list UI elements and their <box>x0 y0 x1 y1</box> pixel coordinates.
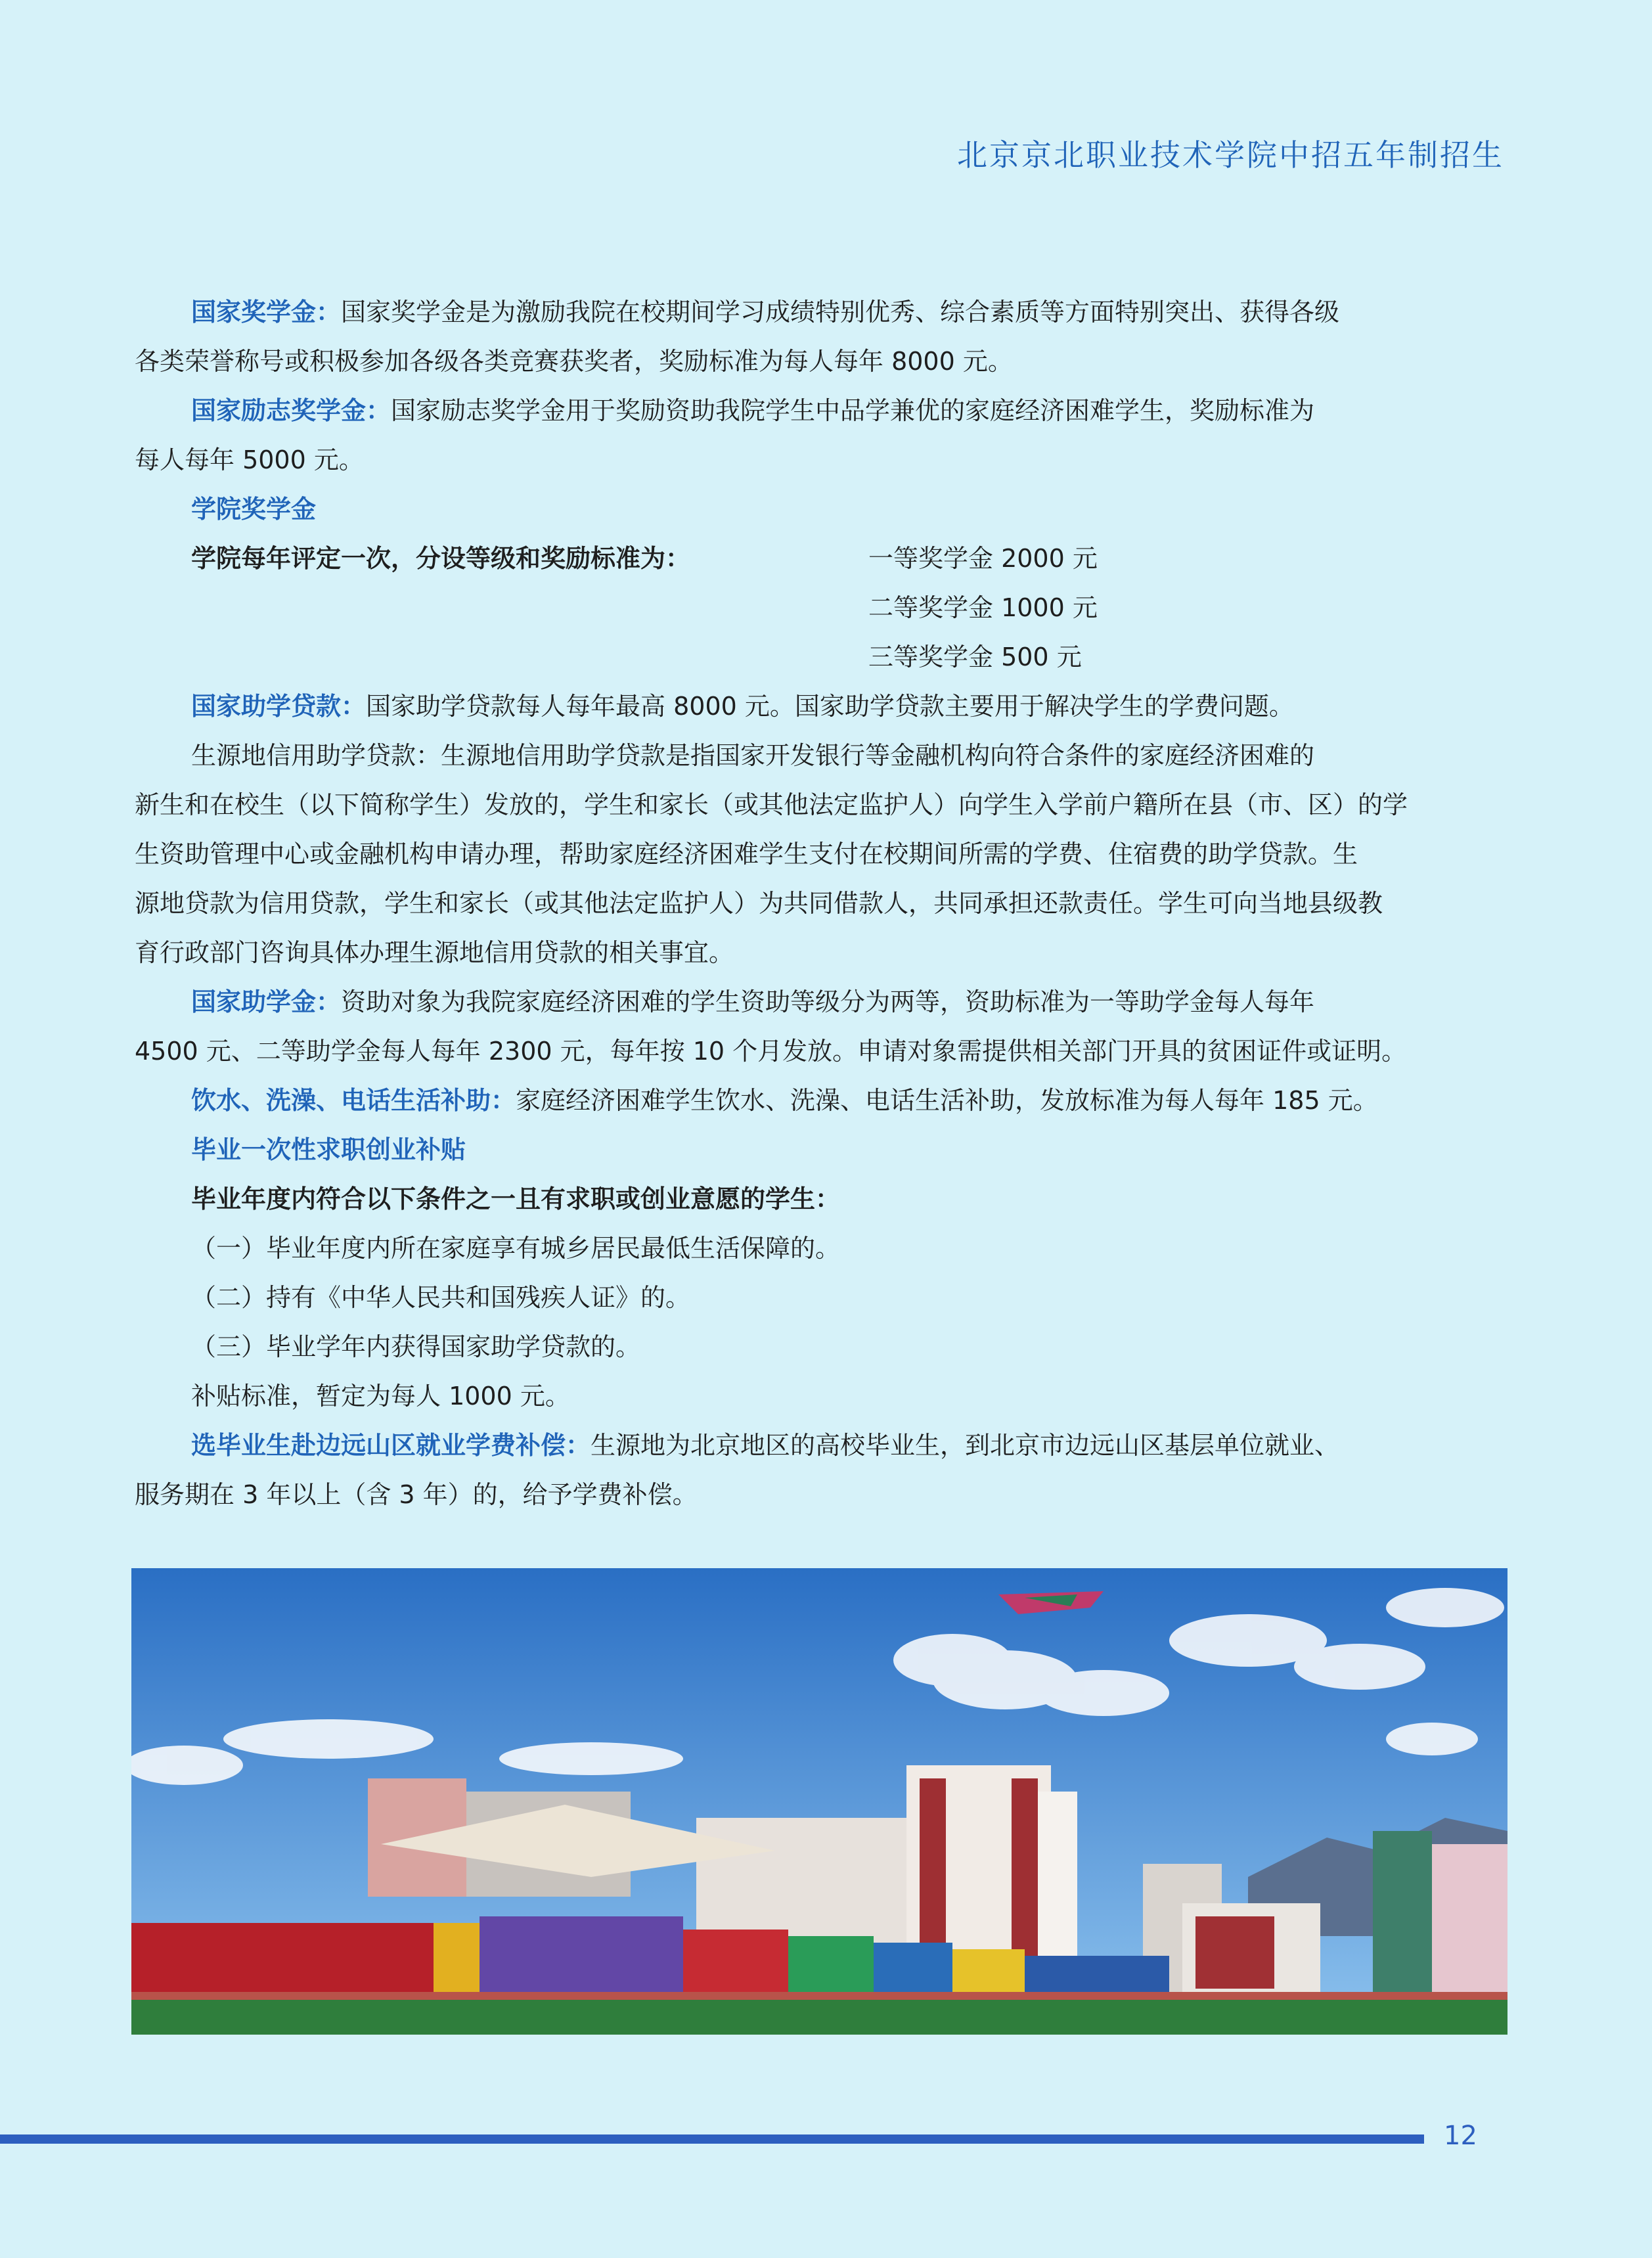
living-subsidy-heading: 饮水、洗澡、电话生活补助： <box>191 1086 516 1115</box>
tower-building <box>1373 1831 1432 2002</box>
college-scholarship-heading: 学院奖学金 <box>191 495 317 524</box>
student-loan-line: 国家助学贷款：国家助学贷款每人每年最高 8000 元。国家助学贷款主要用于解决学生的学费问题。 <box>191 692 1294 721</box>
footer-bar <box>0 2134 1424 2144</box>
tier-third: 三等奖学金 500 元 <box>868 643 1082 671</box>
job-subsidy-standard: 补贴标准，暂定为每人 1000 元。 <box>191 1382 570 1411</box>
remote-compensation-line1: 选毕业生赴边远山区就业学费补偿：生源地为北京地区的高校毕业生，到北京市边远山区基层单位就业、 <box>191 1431 1340 1460</box>
job-subsidy-intro: 毕业年度内符合以下条件之一且有求职或创业意愿的学生： <box>191 1185 841 1213</box>
encouragement-scholarship-heading: 国家励志奖学金： <box>191 396 391 425</box>
national-scholarship-line2: 各类荣誉称号或积极参加各级各类竞赛获奖者，奖励标准为每人每年 8000 元。 <box>135 347 1013 376</box>
page-number: 12 <box>1444 2121 1477 2151</box>
remote-compensation-heading: 选毕业生赴边远山区就业学费补偿： <box>191 1431 591 1460</box>
grant-line2: 4500 元、二等助学金每人每年 2300 元，每年按 10 个月发放。申请对象需提供相关部门开具的贫困证件或证明。 <box>135 1037 1407 1066</box>
job-subsidy-heading: 毕业一次性求职创业补贴 <box>191 1135 466 1164</box>
job-subsidy-item-2: （二）持有《中华人民共和国残疾人证》的。 <box>191 1283 691 1312</box>
tier-second: 二等奖学金 1000 元 <box>868 593 1098 622</box>
encouragement-scholarship-line1: 国家励志奖学金：国家励志奖学金用于奖励资助我院学生中品学兼优的家庭经济困难学生，奖励标准为 <box>191 396 1315 425</box>
student-loan-heading: 国家助学贷款： <box>191 692 367 721</box>
living-subsidy-line: 饮水、洗澡、电话生活补助：家庭经济困难学生饮水、洗澡、电话生活补助，发放标准为每人每年 185 元。 <box>191 1086 1378 1115</box>
national-scholarship-heading: 国家奖学金： <box>191 298 342 327</box>
job-subsidy-item-3: （三）毕业学年内获得国家助学贷款的。 <box>191 1332 641 1361</box>
sports-field <box>131 1995 1507 2035</box>
college-scholarship-tiers <box>135 534 1507 682</box>
running-track <box>131 1992 1507 2000</box>
campus-photo-illustration <box>131 1568 1507 2035</box>
campus-photo <box>131 1568 1507 2035</box>
source-loan-line4: 源地贷款为信用贷款，学生和家长（或其他法定监护人）为共同借款人，共同承担还款责任。学生可向当地县级教 <box>135 889 1383 918</box>
source-loan-line3: 生资助管理中心或金融机构申请办理，帮助家庭经济困难学生支付在校期间所需的学费、住宿费的助学贷款。生 <box>135 840 1358 869</box>
encouragement-scholarship-line2: 每人每年 5000 元。 <box>135 445 364 474</box>
header-title: 北京京北职业技术学院中招五年制招生 <box>957 137 1504 173</box>
college-scholarship-intro: 学院每年评定一次，分设等级和奖励标准为： <box>191 544 691 573</box>
source-loan-line5: 育行政部门咨询具体办理生源地信用贷款的相关事宜。 <box>135 938 734 967</box>
pink-building <box>1432 1844 1507 2002</box>
national-scholarship-line1: 国家奖学金：国家奖学金是为激励我院在校期间学习成绩特别优秀、综合素质等方面特别突出、获得各级 <box>191 298 1340 327</box>
source-loan-line1: 生源地信用助学贷款：生源地信用助学贷款是指国家开发银行等金融机构向符合条件的家庭经济困难的 <box>191 741 1315 770</box>
job-subsidy-item-1: （一）毕业年度内所在家庭享有城乡居民最低生活保障的。 <box>191 1234 841 1263</box>
grant-heading: 国家助学金： <box>191 987 342 1016</box>
grant-line1: 国家助学金：资助对象为我院家庭经济困难的学生资助等级分为两等，资助标准为一等助学金每人每年 <box>191 987 1315 1016</box>
remote-compensation-line2: 服务期在 3 年以上（含 3 年）的，给予学费补偿。 <box>135 1480 698 1509</box>
tier-first: 一等奖学金 2000 元 <box>868 544 1098 573</box>
document-body <box>135 288 1507 1520</box>
source-loan-line2: 新生和在校生（以下简称学生）发放的，学生和家长（或其他法定监护人）向学生入学前户籍所在县（市、区）的学 <box>135 790 1408 819</box>
